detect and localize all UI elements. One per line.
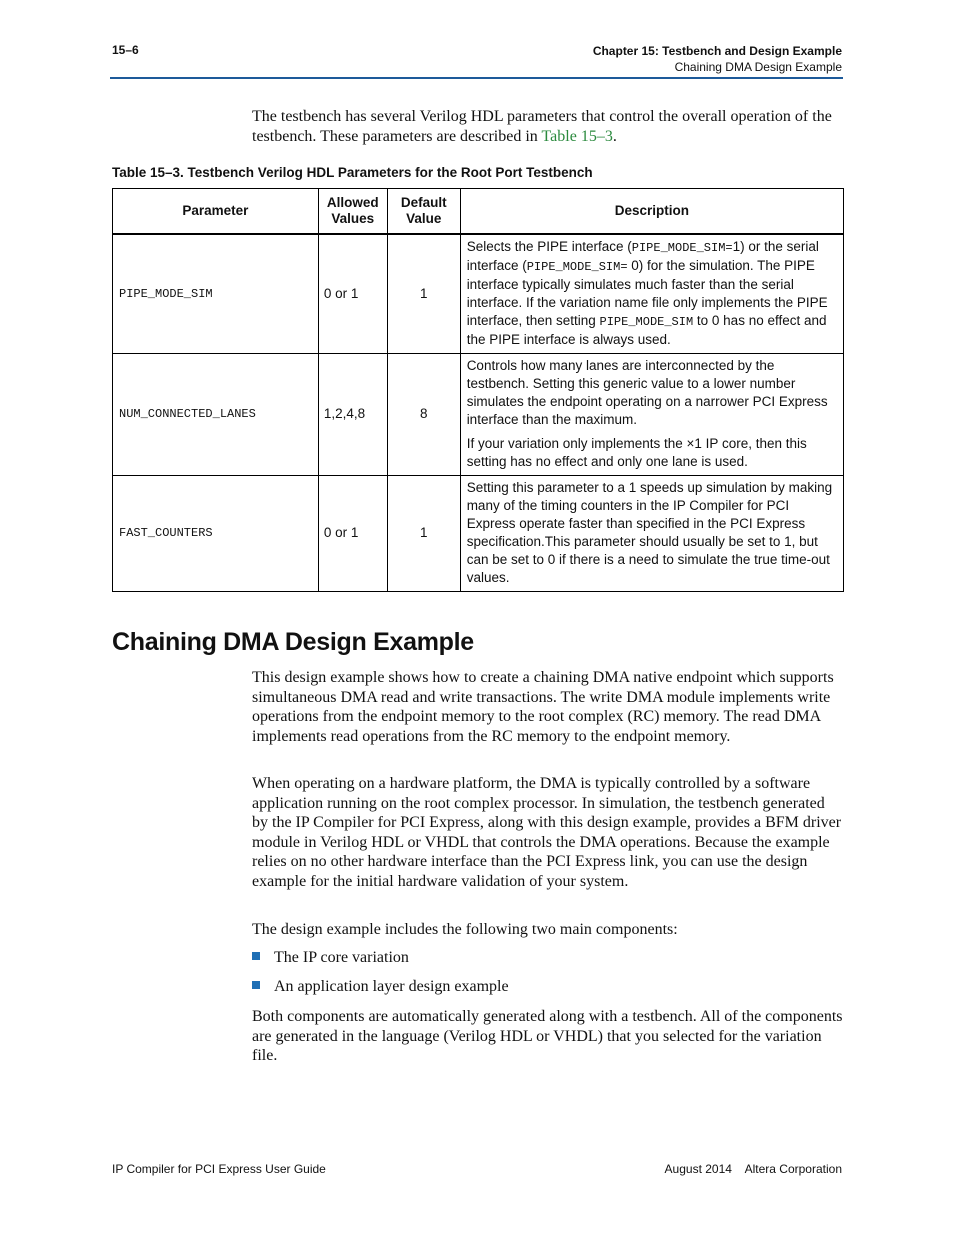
table-caption: Table 15–3. Testbench Verilog HDL Parameters for the Root Port Testbench <box>112 165 593 180</box>
header-parameter: Parameter <box>113 189 319 234</box>
allowed-values: 0 or 1 <box>318 475 387 591</box>
header-default-value: Default Value <box>387 189 460 234</box>
intro-paragraph <box>252 107 844 146</box>
footer-date-company: August 2014 Altera Corporation <box>664 1162 842 1176</box>
section-heading: Chaining DMA Design Example <box>112 628 474 656</box>
body-paragraph: The design example includes the following two main components: <box>252 921 678 938</box>
description <box>460 234 843 354</box>
running-header <box>593 43 842 75</box>
chapter-title: Chapter 15: Testbench and Design Example <box>592 44 842 58</box>
desc-paragraph: Controls how many lanes are interconnected by the testbench. Setting this generic value to a lower number simulates the endpoint operating on a narrower PCI Express interface than the maximum. <box>466 357 828 427</box>
body-paragraph: When operating on a hardware platform, the DMA is typically controlled by a software application running on the root complex processor. In simulation, the testbench generated by the IP Compiler for PCI Express, along with this design example, provides a BFM driver module in Verilog HDL or VHDL that controls the DMA operations. Because the example relies on no other hardware interface than the PCI Express link, you can use the design example for the initial hardware validation of your system. <box>252 775 842 890</box>
section-title: Chaining DMA Design Example <box>674 60 842 74</box>
intro-text-end: . <box>612 127 617 145</box>
desc-code: PIPE_MODE_SIM= <box>526 259 628 274</box>
body-paragraph: This design example shows how to create a chaining DMA native endpoint which supports simultaneous DMA read and write transactions. The write DMA module implements write operations from the endpoint memory to the root complex (RC) memory. The read DMA implements read operations from the RC memory to the endpoint memory. <box>252 669 834 745</box>
intro-text: The testbench has several Verilog HDL parameters that control the overall operation of the testbench. These parameters are described in <box>252 108 832 145</box>
table-row <box>113 234 844 354</box>
default-value: 1 <box>387 234 460 354</box>
header-rule <box>110 77 843 79</box>
list-item <box>252 949 409 967</box>
desc-paragraph: If your variation only implements the ×1 IP core, then this setting has no effect and only one lane is used. <box>466 435 807 469</box>
table-header-row <box>113 189 844 234</box>
bullet-icon <box>252 952 260 960</box>
desc-text: 0) for the simulation. The PIPE interface typically simulates much faster than the serial interface. If the variation name file only implements the PIPE interface, then setting <box>466 257 828 328</box>
body-paragraph: Both components are automatically generated along with a testbench. All of the components are generated in the language (Verilog HDL or VHDL) that you selected for the variation file. <box>252 1008 843 1065</box>
list-item <box>252 978 509 996</box>
desc-text: to 0 has no effect and the PIPE interface is always used. <box>466 312 827 347</box>
list-item-text: An application layer design example <box>274 978 509 995</box>
header-allowed-values: Allowed Values <box>318 189 387 234</box>
description <box>460 353 843 475</box>
default-value: 1 <box>387 475 460 591</box>
param-name: PIPE_MODE_SIM <box>113 234 319 354</box>
table-row <box>113 353 844 475</box>
param-name: FAST_COUNTERS <box>113 475 319 591</box>
table-row <box>113 475 844 591</box>
page-number: 15–6 <box>112 43 139 57</box>
bullet-icon <box>252 981 260 989</box>
desc-code: PIPE_MODE_SIM <box>599 314 694 329</box>
header-description: Description <box>460 189 843 234</box>
parameters-table <box>112 188 844 592</box>
desc-text: 1) or the serial interface ( <box>466 238 819 273</box>
list-item-text: The IP core variation <box>274 949 409 966</box>
param-name: NUM_CONNECTED_LANES <box>113 353 319 475</box>
desc-code: PIPE_MODE_SIM= <box>631 240 733 255</box>
allowed-values: 0 or 1 <box>318 234 387 354</box>
allowed-values: 1,2,4,8 <box>318 353 387 475</box>
footer-title: IP Compiler for PCI Express User Guide <box>112 1162 326 1176</box>
desc-text: Selects the PIPE interface ( <box>466 238 632 254</box>
default-value: 8 <box>387 353 460 475</box>
table-link[interactable]: Table 15–3 <box>541 127 613 145</box>
description: Setting this parameter to a 1 speeds up simulation by making many of the timing counters in the IP Compiler for PCI Express operate faster than specified in the PCI Express specification.This parameter should usually be set to 1, but can be set to 0 if there is a need to simulate the true time-out values. <box>460 475 843 591</box>
